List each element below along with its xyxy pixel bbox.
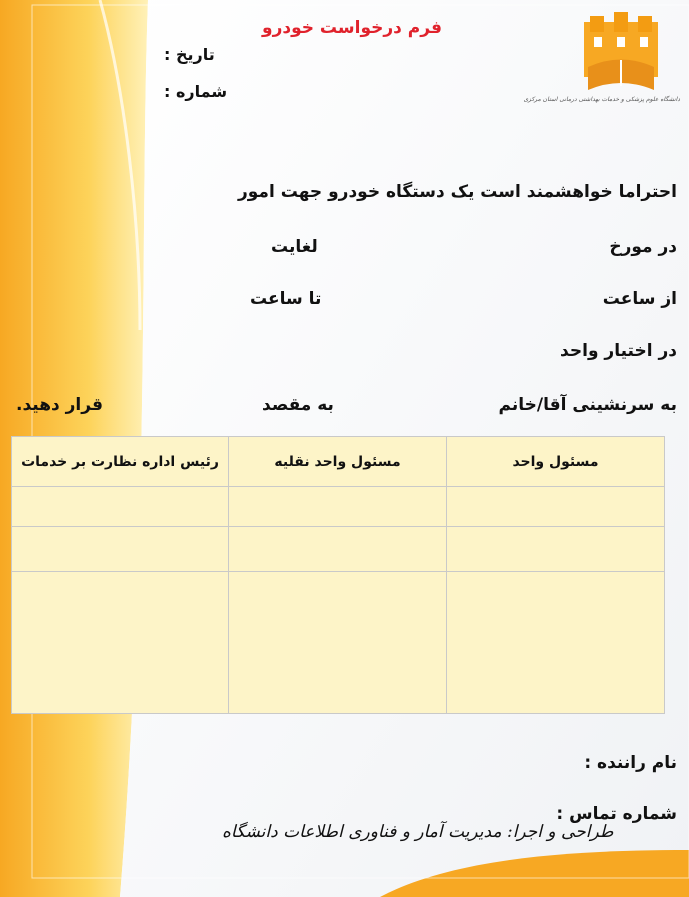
table-header-row [12,437,665,487]
table-row [12,527,665,572]
signature-cell[interactable] [447,572,665,714]
date-label: تاریخ : [164,45,215,64]
driver-name-label: نام راننده : [584,753,677,773]
table-cell[interactable] [12,527,229,572]
table-row [12,572,665,714]
time-from-label: از ساعت [602,289,677,309]
table-cell[interactable] [447,527,665,572]
logo-caption: دانشگاه علوم پزشکی و خدمات بهداشتی درمانی استان مرکزی [523,96,680,103]
signature-cell[interactable] [229,572,447,714]
number-label: شماره : [164,82,228,101]
table-cell[interactable] [447,487,665,527]
date-to-label: لغایت [271,237,318,257]
at-disposal-label: در اختیار واحد [560,341,677,361]
table-header-cell: مسئول واحد نقلیه [229,437,447,487]
passenger-label: به سرنشینی آقا/خانم [498,395,677,415]
date-from-label: در مورخ [609,237,677,257]
signature-table [11,436,665,714]
table-header-cell: رئیس اداره نظارت بر خدمات [12,437,229,487]
time-to-label: تا ساعت [250,289,322,309]
destination-label: به مقصد [262,395,334,415]
table-row [12,487,665,527]
table-cell[interactable] [12,487,229,527]
table-cell[interactable] [229,527,447,572]
footer-credit: طراحی و اجرا: مدیریت آمار و فناوری اطلاعات دانشگاه [222,822,614,842]
driver-phone-label: شماره تماس : [556,804,677,824]
request-line: احتراما خواهشمند است یک دستگاه خودرو جهت امور [237,182,677,202]
closing-text: قرار دهید. [16,395,103,415]
table-cell[interactable] [229,487,447,527]
table-header-cell: مسئول واحد [447,437,665,487]
signature-cell[interactable] [12,572,229,714]
form-title: فرم درخواست خودرو [262,18,442,38]
